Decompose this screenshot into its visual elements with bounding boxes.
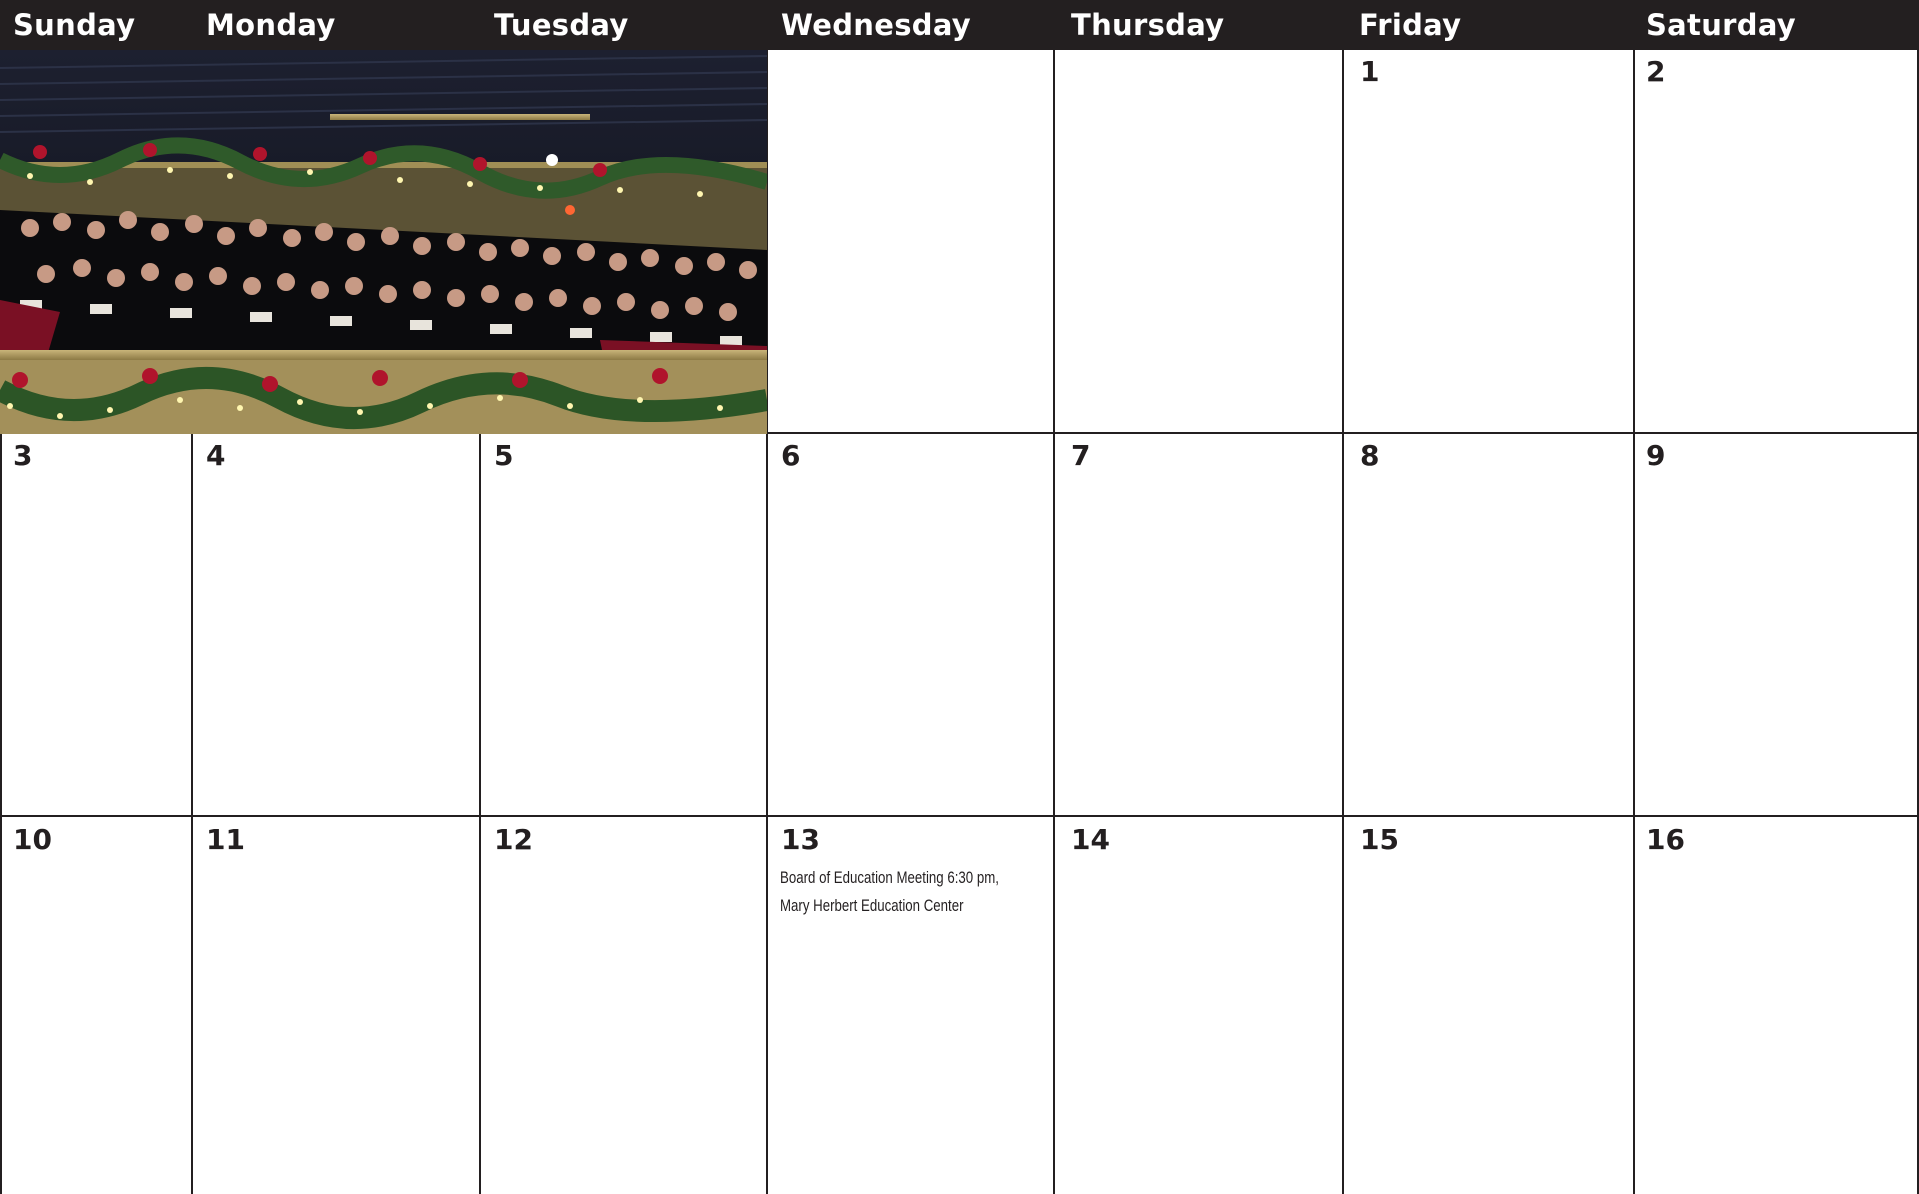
day-number: 15 <box>1360 823 1399 856</box>
grid-line <box>479 434 481 1194</box>
weekday-tuesday: Tuesday <box>494 8 629 42</box>
day-number: 3 <box>13 439 33 472</box>
day-number: 8 <box>1360 439 1380 472</box>
weekday-monday: Monday <box>206 8 336 42</box>
day-number: 10 <box>13 823 52 856</box>
day-number: 16 <box>1646 823 1685 856</box>
day-number: 7 <box>1071 439 1091 472</box>
event-line: Board of Education Meeting 6:30 pm, <box>780 868 999 887</box>
grid-line <box>1633 50 1635 1194</box>
day-number: 14 <box>1071 823 1110 856</box>
event-board-meeting <box>780 864 999 920</box>
day-number: 1 <box>1360 55 1380 88</box>
day-number: 13 <box>781 823 820 856</box>
day-number: 11 <box>206 823 245 856</box>
weekday-friday: Friday <box>1359 8 1462 42</box>
day-number: 5 <box>494 439 514 472</box>
day-number: 6 <box>781 439 801 472</box>
choir-photo-image <box>0 50 767 434</box>
day-number: 2 <box>1646 55 1666 88</box>
weekday-thursday: Thursday <box>1071 8 1225 42</box>
day-number: 4 <box>206 439 226 472</box>
event-line: Mary Herbert Education Center <box>780 896 964 915</box>
grid-line <box>1342 50 1344 1194</box>
grid-line <box>1053 50 1055 1194</box>
day-number: 12 <box>494 823 533 856</box>
weekday-sunday: Sunday <box>13 8 136 42</box>
weekday-saturday: Saturday <box>1646 8 1797 42</box>
weekday-wednesday: Wednesday <box>781 8 971 42</box>
weekday-header <box>0 0 1919 50</box>
choir-photo <box>0 50 767 434</box>
grid-line <box>0 815 1919 817</box>
grid-line <box>191 434 193 1194</box>
day-number: 9 <box>1646 439 1666 472</box>
